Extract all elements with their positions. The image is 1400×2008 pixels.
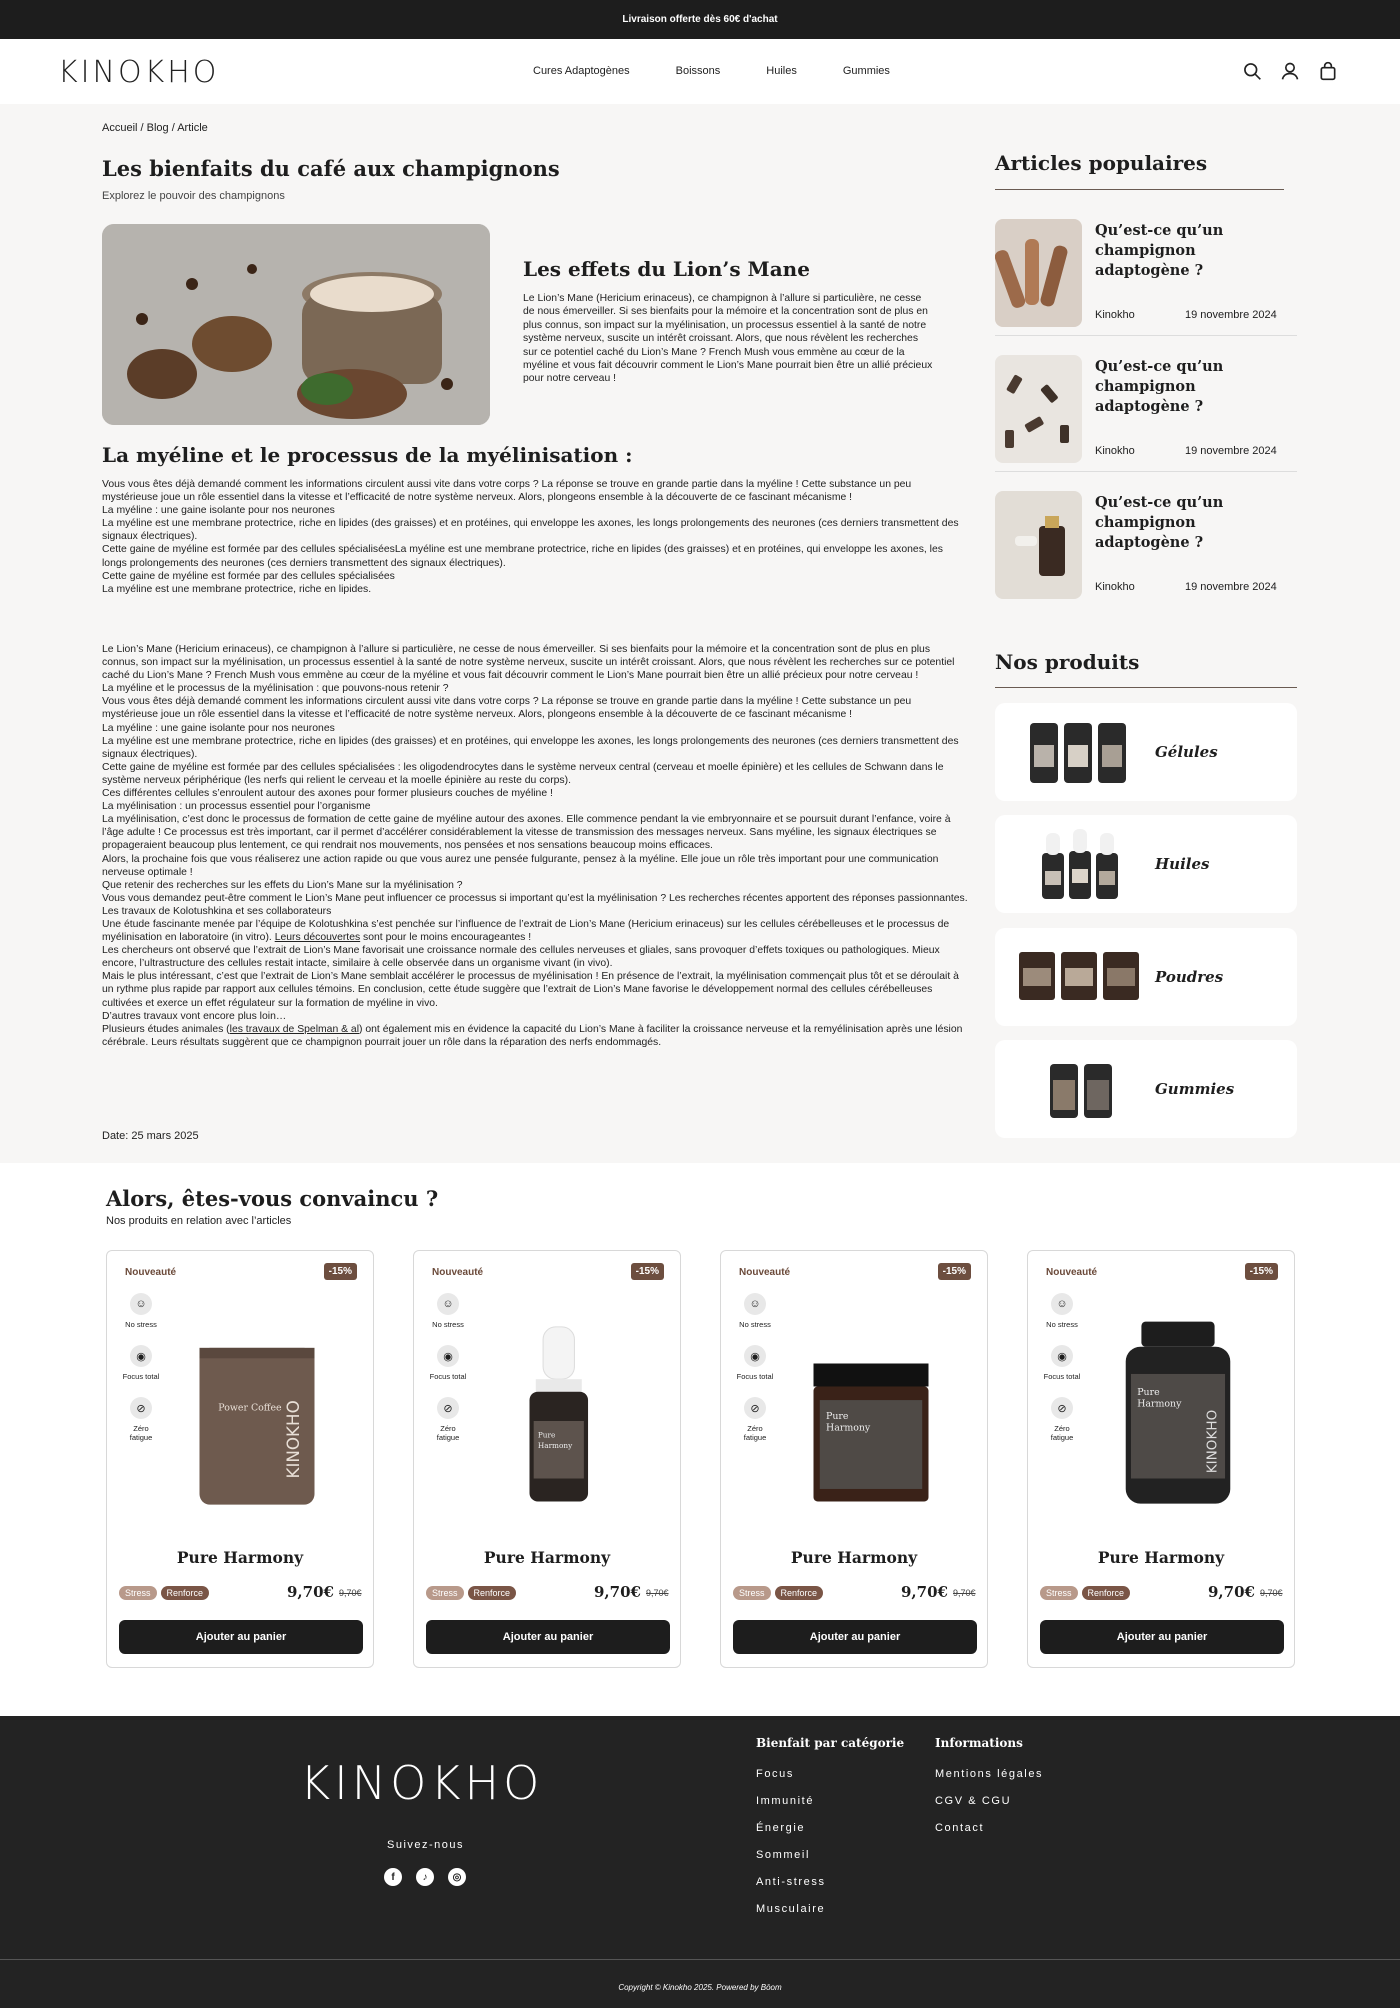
feature-label: No stress <box>432 1320 464 1329</box>
feature-item <box>1042 1293 1082 1329</box>
product-tags <box>733 1586 823 1600</box>
feature-item <box>121 1345 161 1381</box>
footer-divider <box>0 1959 1400 1960</box>
add-to-cart-button[interactable]: Ajouter au panier <box>733 1620 977 1654</box>
section-title-lions-mane: Les effets du Lion’s Mane <box>523 257 810 281</box>
popular-article-card[interactable] <box>995 491 1297 608</box>
product-card[interactable] <box>413 1250 681 1668</box>
tag-stress: Stress <box>733 1586 771 1600</box>
site-logo[interactable]: KINOKHO <box>58 55 220 90</box>
svg-text:KINOKHO: KINOKHO <box>282 1400 303 1479</box>
product-name[interactable]: Pure Harmony <box>790 1548 918 1567</box>
feature-icon: ◉ <box>130 1345 152 1367</box>
feature-item <box>735 1397 775 1442</box>
product-image[interactable] <box>157 1306 357 1536</box>
nav-item-huiles[interactable]: Huiles <box>766 65 797 77</box>
product-category-label: Gummies <box>1155 1080 1235 1098</box>
article-date: 19 novembre 2024 <box>1185 309 1277 321</box>
study-link[interactable]: Leurs découvertes <box>274 932 361 944</box>
paragraph <box>102 918 968 944</box>
hero-image-coffee-mushrooms <box>102 224 490 425</box>
new-badge: Nouveauté <box>739 1267 791 1278</box>
feature-item <box>121 1293 161 1329</box>
footer-column-benefits <box>756 1736 904 1930</box>
feature-icon: ⊘ <box>130 1397 152 1419</box>
article-date: 19 novembre 2024 <box>1185 445 1277 457</box>
paragraph: Les travaux de Kolotushkina et ses collaborateurs <box>102 905 332 917</box>
paragraph: Mais le plus intéressant, c’est que l’extrait de Lion’s Mane semblait accélérer le processus de myélinisation ! En présence de l’extrait, la myélinisation commençait plus tôt et se déroulait à un rythme plus rapide par rapport aux cellules témoins. En conclusion, cette étude suggère que l’extrait de Lion’s Mane favorise le développement normal des cellules cérébelleuses cultivées et exerce un effet régulateur sur la formation de myéline in vivo. <box>102 971 959 1009</box>
feature-icon: ◉ <box>1051 1345 1073 1367</box>
paragraph: La myéline est une membrane protectrice, riche en lipides (des graisses) et en protéines, qui enveloppe les axones, les longs prolongements des neurones (ces derniers transmettent des signaux électriques). <box>102 735 959 760</box>
feature-label: Zéro fatigue <box>129 1424 153 1442</box>
feature-item <box>735 1345 775 1381</box>
product-card[interactable] <box>1027 1250 1295 1668</box>
article-thumbnail <box>995 219 1082 327</box>
svg-text:Pure: Pure <box>826 1410 849 1422</box>
article-thumbnail <box>995 355 1082 463</box>
article-thumbnail <box>995 491 1082 599</box>
product-category-huiles[interactable] <box>995 815 1297 913</box>
feature-label: Focus total <box>122 1372 160 1381</box>
popular-article-card[interactable] <box>995 355 1297 472</box>
main-nav <box>0 39 1400 104</box>
paragraph: Cette gaine de myéline est formée par des cellules spécialisées : les oligodendrocytes dans le système nerveux central (cerveau et moelle épinière) et les cellules de Schwann dans le système nerveux périphérique (les nerfs qui relient le cerveau et la moelle épinière au reste du corps). <box>102 761 944 786</box>
animal-text: Plusieurs études animales ( <box>102 1023 230 1035</box>
feature-icon: ⊘ <box>744 1397 766 1419</box>
paragraph: Alors, la prochaine fois que vous réaliserez une action rapide ou que vous aurez une pensée fulgurante, pensez à la myéline. Elle joue un rôle très important pour une communication nerveuse optimale ! <box>102 853 939 878</box>
paragraph: La myélinisation : un processus essentiel pour l’organisme <box>102 801 371 813</box>
page-title: Les bienfaits du café aux champignons <box>102 156 560 181</box>
study-text: Une étude fascinante menée par l’équipe de Kolotushkina s’est penchée sur l’influence de l’extrait de Lion’s Mane (Hericium erinaceus) sur les cellules cérébelleuses et le processus de myélinisation en laboratoire (in vitro). <box>102 918 950 944</box>
svg-text:KINOKHO: KINOKHO <box>1204 1409 1221 1474</box>
svg-text:Harmony: Harmony <box>826 1422 871 1434</box>
popular-articles-title: Articles populaires <box>995 151 1208 175</box>
follow-label: Suivez-nous <box>387 1839 465 1851</box>
footer-logo[interactable]: KINOKHO <box>300 1756 544 1810</box>
product-name[interactable]: Pure Harmony <box>176 1548 304 1567</box>
paragraph: Que retenir des recherches sur les effets du Lion’s Mane sur la myélinisation ? <box>102 879 463 891</box>
divider <box>995 687 1297 688</box>
paragraph: La myéline : une gaine isolante pour nos neurones <box>102 505 335 517</box>
new-badge: Nouveauté <box>1046 1267 1098 1278</box>
product-tags <box>1040 1586 1130 1600</box>
product-category-gummies[interactable] <box>995 1040 1297 1138</box>
feature-item <box>735 1293 775 1329</box>
feature-label: Focus total <box>736 1372 774 1381</box>
paragraph: Vous vous êtes déjà demandé comment les informations circulent aussi vite dans votre corps ? La réponse se trouve en grande partie dans la myéline ! Cette substance un peu mystérieuse joue un rôle essentiel dans la vitesse et l’efficacité de notre système nerveux. Alors, plongeons ensemble à la découverte de ce fascinant mécanisme ! <box>102 479 912 504</box>
paragraph: La myéline est une membrane protectrice, riche en lipides (des graisses) et en protéines, qui enveloppe les axones, les longs prolongements des neurones (ces derniers transmettent des signaux électriques). <box>102 518 959 543</box>
product-old-price: 9,70€ <box>339 1588 362 1598</box>
feature-icon: ☺ <box>130 1293 152 1315</box>
product-card[interactable] <box>106 1250 374 1668</box>
product-category-label: Gélules <box>1155 743 1218 761</box>
product-price: 9,70€ <box>594 1583 641 1601</box>
copyright: Copyright © Kinokho 2025. Powered by Bōom <box>618 1983 782 1992</box>
product-category-poudres[interactable] <box>995 928 1297 1026</box>
add-to-cart-button[interactable]: Ajouter au panier <box>426 1620 670 1654</box>
promo-text: Livraison offerte dès 60€ d'achat <box>622 14 778 25</box>
article-body-intro <box>102 478 968 596</box>
paragraph: La myéline : une gaine isolante pour nos neurones <box>102 722 335 734</box>
our-products-title: Nos produits <box>995 650 1140 674</box>
article-author: Kinokho <box>1095 445 1135 457</box>
svg-text:Pure: Pure <box>537 1430 556 1440</box>
tag-renforce: Renforce <box>775 1586 824 1600</box>
product-old-price: 9,70€ <box>953 1588 976 1598</box>
paragraph: Cette gaine de myéline est formée par des cellules spécialisées <box>102 570 395 582</box>
paragraph: La myéline et le processus de la myélinisation : que pouvons-nous retenir ? <box>102 683 449 695</box>
article-date: 19 novembre 2024 <box>1185 581 1277 593</box>
tag-renforce: Renforce <box>1082 1586 1131 1600</box>
product-category-gelules[interactable] <box>995 703 1297 801</box>
product-image[interactable] <box>771 1306 971 1536</box>
new-badge: Nouveauté <box>125 1267 177 1278</box>
tag-renforce: Renforce <box>161 1586 210 1600</box>
article-title[interactable]: Qu’est-ce qu’un champignon adaptogène ? <box>1095 358 1224 415</box>
instagram-icon[interactable]: ◎ <box>448 1868 466 1886</box>
divider <box>995 189 1284 190</box>
powder-jars-image <box>1019 948 1139 1004</box>
footer-link-musculaire[interactable]: Musculaire <box>756 1903 826 1915</box>
feature-label: No stress <box>125 1320 157 1329</box>
feature-label: Focus total <box>1043 1372 1081 1381</box>
footer-column-info <box>935 1736 1043 1849</box>
animal-text-end: ) ont également mis en évidence la capacité du Lion’s Mane à faciliter la croissance nerveuse et la remyélinisation après une lésion cérébrale. Leurs résultats suggèrent que ce champignon pourrait jouer un rôle dans la réparation des nerfs endommagés. <box>102 1023 963 1048</box>
product-price: 9,70€ <box>287 1583 334 1601</box>
paragraph: Vous vous êtes déjà demandé comment les informations circulent aussi vite dans votre corps ? La réponse se trouve en grande partie dans la myéline ! Cette substance un peu mystérieuse joue un rôle essentiel dans la vitesse et l’efficacité de notre système nerveux. Alors, plongeons ensemble à la découverte de ce fascinant mécanisme ! <box>102 696 912 721</box>
discount-badge: -15% <box>1245 1263 1278 1280</box>
feature-label: Zéro fatigue <box>436 1424 460 1442</box>
paragraph: La myéline est une membrane protectrice, riche en lipides. <box>102 583 372 595</box>
feature-item <box>121 1397 161 1442</box>
add-to-cart-button[interactable]: Ajouter au panier <box>119 1620 363 1654</box>
search-icon[interactable] <box>1242 61 1262 81</box>
nav-item-cures[interactable]: Cures Adaptogènes <box>533 65 630 77</box>
feature-icon: ☺ <box>1051 1293 1073 1315</box>
product-name[interactable]: Pure Harmony <box>483 1548 611 1567</box>
product-category-label: Poudres <box>1155 968 1224 986</box>
feature-icon: ☺ <box>437 1293 459 1315</box>
product-old-price: 9,70€ <box>1260 1588 1283 1598</box>
facebook-icon[interactable]: f <box>384 1868 402 1886</box>
product-category-label: Huiles <box>1155 855 1210 873</box>
product-image[interactable] <box>1078 1306 1278 1536</box>
feature-label: Zéro fatigue <box>743 1424 767 1442</box>
tag-stress: Stress <box>1040 1586 1078 1600</box>
feature-item <box>428 1293 468 1329</box>
article-author: Kinokho <box>1095 309 1135 321</box>
paragraph: La myélinisation, c’est donc le processus de formation de cette gaine de myéline autour des axones. Elle commence pendant la vie embryonnaire et se poursuit durant l’enfance, voire à l’âge adulte ! Ce processus est très important, car il permet d’accélérer considérablement la vitesse de transmission des messages nerveux. Sans myéline, les signaux électriques se propageraient beaucoup plus lentement, ce qui rendrait nos mouvements, nos pensées et nos sensations beaucoup moins efficaces. <box>102 814 951 852</box>
footer-link-energie[interactable]: Énergie <box>756 1822 806 1834</box>
site-footer <box>0 1716 1400 2008</box>
paragraph <box>102 1023 968 1049</box>
feature-item <box>428 1397 468 1442</box>
footer-link-focus[interactable]: Focus <box>756 1768 794 1780</box>
feature-icon: ⊘ <box>437 1397 459 1419</box>
footer-link-contact[interactable]: Contact <box>935 1822 985 1834</box>
feature-item <box>1042 1397 1082 1442</box>
paragraph: Le Lion’s Mane (Hericium erinaceus), ce champignon à l’allure si particulière, ne cesse de nous émerveiller. Si ses bienfaits pour la mémoire et la concentration sont de plus en plus connus, son impact sur la myélinisation, un processus essentiel à la santé de notre système nerveux, suscite un intérêt croissant. Alors, que nous révèlent les recherches sur ce potentiel caché du Lion’s Mane ? French Mush vous emmène au cœur de la myéline et vous fait découvrir comment le Lion’s Mane pourrait bien être un allié précieux pour notre cerveau ! <box>102 644 955 682</box>
related-title: Alors, êtes-vous convaincu ? <box>106 1186 439 1211</box>
oil-bottles-image <box>1040 823 1120 903</box>
product-tags <box>426 1586 516 1600</box>
spelman-link[interactable]: les travaux de Spelman & al <box>229 1023 360 1035</box>
article-body-main <box>102 643 968 1049</box>
product-tags <box>119 1586 209 1600</box>
article-title[interactable]: Qu’est-ce qu’un champignon adaptogène ? <box>1095 494 1224 551</box>
product-image[interactable] <box>464 1306 664 1536</box>
feature-icon: ☺ <box>744 1293 766 1315</box>
feature-label: No stress <box>1046 1320 1078 1329</box>
feature-label: Focus total <box>429 1372 467 1381</box>
footer-heading: Bienfait par catégorie <box>756 1736 905 1750</box>
paragraph: D’autres travaux vont encore plus loin… <box>102 1010 287 1022</box>
svg-text:Harmony: Harmony <box>1137 1398 1182 1410</box>
feature-icon: ◉ <box>744 1345 766 1367</box>
related-subtitle: Nos produits en relation avec l’articles <box>106 1215 292 1227</box>
svg-text:Harmony: Harmony <box>537 1441 573 1451</box>
new-badge: Nouveauté <box>432 1267 484 1278</box>
svg-text:Power Coffee: Power Coffee <box>218 1402 282 1414</box>
promo-bar <box>0 0 1400 39</box>
section-text-lions-mane: Le Lion’s Mane (Hericium erinaceus), ce champignon à l’allure si particulière, ne cesse de nous émerveiller. Si ses bienfaits pour la mémoire et la concentration sont de plus en plus connus, son impact sur la myélinisation, un processus essentiel à la santé de notre système nerveux, suscite un intérêt croissant. Alors, que nous révèlent les recherches sur ce potentiel caché du Lion’s Mane ? French Mush vous emmène au cœur de la myéline et vous fait découvrir comment le Lion’s Mane pourrait bien être un allié précieux pour notre cerveau ! <box>523 293 933 385</box>
capsule-bottles-image <box>1030 715 1130 787</box>
footer-link-cgv[interactable]: CGV & CGU <box>935 1795 1012 1807</box>
paragraph: Vous vous demandez peut-être comment le Lion’s Mane peut influencer ce processus si important qu’est la myélinisation ? Les recherches récentes apportent des réponses passionnantes. <box>102 892 968 904</box>
paragraph: Cette gaine de myéline est formée par des cellules spécialiséesLa myéline est une membrane protectrice, riche en lipides (des graisses) et en protéines, qui enveloppe les axones, les longs prolongements des neurones (ces derniers transmettent des signaux électriques). <box>102 544 943 569</box>
nav-item-gummies[interactable]: Gummies <box>842 65 890 77</box>
paragraph: Les chercheurs ont observé que l’extrait de Lion’s Mane favorisait une croissance normale des cellules nerveuses et gliales, sans provoquer d’effets toxiques ou pathologiques. Mieux encore, l’ultrastructure des cellules restait intacte, similaire à celle observée dans un organisme vivant (in vivo). <box>102 945 940 970</box>
discount-badge: -15% <box>938 1263 971 1280</box>
tag-renforce: Renforce <box>468 1586 517 1600</box>
feature-icon: ◉ <box>437 1345 459 1367</box>
svg-text:Pure: Pure <box>1137 1386 1160 1398</box>
discount-badge: -15% <box>324 1263 357 1280</box>
tag-stress: Stress <box>119 1586 157 1600</box>
feature-icon: ⊘ <box>1051 1397 1073 1419</box>
footer-link-sommeil[interactable]: Sommeil <box>756 1849 810 1861</box>
nav-menu <box>533 65 890 77</box>
footer-link-immunite[interactable]: Immunité <box>756 1795 815 1807</box>
study-text-end: sont pour le moins encourageantes ! <box>360 932 532 944</box>
feature-label: No stress <box>739 1320 771 1329</box>
article-title[interactable]: Qu’est-ce qu’un champignon adaptogène ? <box>1095 222 1224 279</box>
social-links <box>384 1868 466 1886</box>
breadcrumb[interactable]: Accueil / Blog / Article <box>102 122 208 134</box>
product-card[interactable] <box>720 1250 988 1668</box>
discount-badge: -15% <box>631 1263 664 1280</box>
account-icon[interactable] <box>1280 61 1300 81</box>
footer-heading: Informations <box>935 1736 1023 1750</box>
product-price: 9,70€ <box>901 1583 948 1601</box>
nav-icons <box>1242 61 1338 81</box>
footer-link-mentions[interactable]: Mentions légales <box>935 1768 1044 1780</box>
article-date: Date: 25 mars 2025 <box>102 1130 199 1142</box>
page-subtitle: Explorez le pouvoir des champignons <box>102 190 285 202</box>
tag-stress: Stress <box>426 1586 464 1600</box>
footer-link-anti-stress[interactable]: Anti-stress <box>756 1876 826 1888</box>
gummies-jars-image <box>1050 1062 1114 1120</box>
product-old-price: 9,70€ <box>646 1588 669 1598</box>
popular-article-card[interactable] <box>995 219 1297 336</box>
product-name[interactable]: Pure Harmony <box>1097 1548 1225 1567</box>
tiktok-icon[interactable]: ♪ <box>416 1868 434 1886</box>
paragraph: Ces différentes cellules s’enroulent autour des axones pour former plusieurs couches de myéline ! <box>102 788 553 800</box>
feature-label: Zéro fatigue <box>1050 1424 1074 1442</box>
add-to-cart-button[interactable]: Ajouter au panier <box>1040 1620 1284 1654</box>
feature-item <box>428 1345 468 1381</box>
feature-item <box>1042 1345 1082 1381</box>
article-author: Kinokho <box>1095 581 1135 593</box>
product-price: 9,70€ <box>1208 1583 1255 1601</box>
section-title-myeline: La myéline et le processus de la myélinisation : <box>102 443 633 467</box>
cart-icon[interactable] <box>1318 61 1338 81</box>
nav-item-boissons[interactable]: Boissons <box>675 65 721 77</box>
